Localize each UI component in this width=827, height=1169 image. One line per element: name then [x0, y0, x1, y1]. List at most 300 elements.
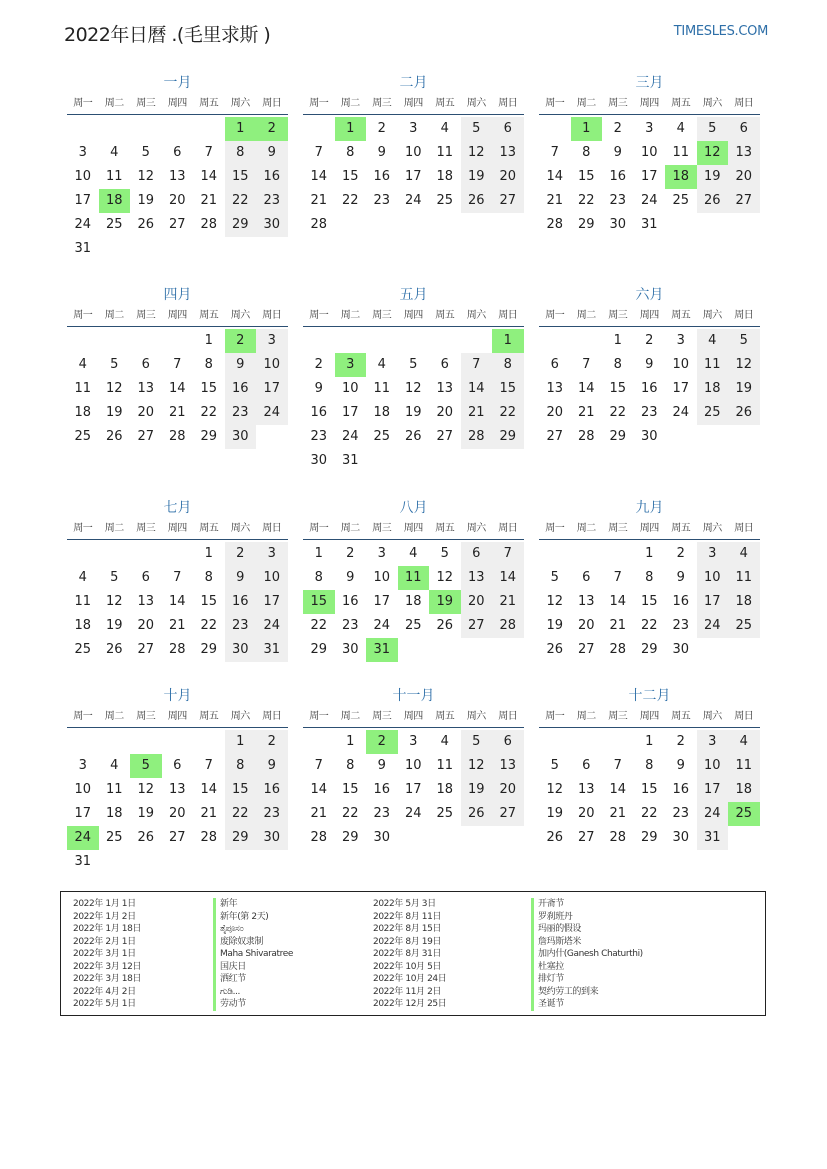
- month-title: 十月: [163, 688, 192, 704]
- weekend-day: 9: [225, 353, 257, 377]
- day-cell: 4: [676, 121, 685, 136]
- day-cell: 8: [346, 758, 355, 773]
- empty-cell: [303, 117, 335, 141]
- weekday-label: 周三: [136, 523, 156, 534]
- week-row: [67, 614, 288, 638]
- holiday-name: 罗刹班丹: [531, 911, 643, 924]
- weekend-day: 27: [728, 189, 760, 213]
- day-cell: 24: [672, 405, 690, 420]
- weekday-label: 周四: [167, 711, 187, 722]
- weekday-label: 周六: [702, 310, 722, 321]
- holiday-day: 3: [335, 353, 367, 377]
- weekday-header: [303, 94, 524, 115]
- holiday-day: 19: [429, 590, 461, 614]
- empty-cell: [162, 117, 194, 141]
- weekend-day: 15: [225, 165, 257, 189]
- week-row: [539, 638, 760, 662]
- day-cell: 13: [137, 594, 155, 609]
- day-cell: 13: [168, 782, 186, 797]
- weekend-day: 10: [256, 353, 288, 377]
- empty-cell: [67, 730, 99, 754]
- week-row: [303, 377, 524, 401]
- weekend-day: 10: [697, 754, 729, 778]
- weekday-label: 周日: [498, 523, 518, 534]
- day-cell: 7: [173, 570, 182, 585]
- day-cell: 15: [341, 782, 359, 797]
- week-row: [539, 141, 760, 165]
- day-cell: 9: [613, 145, 622, 160]
- holiday-names-col-1: [213, 898, 293, 1011]
- holiday-name: 加内什(Ganesh Chaturthi): [531, 948, 643, 961]
- weekday-label: 周四: [639, 711, 659, 722]
- weekend-day: 19: [728, 377, 760, 401]
- day-cell: 21: [200, 806, 218, 821]
- day-cell: 8: [645, 758, 654, 773]
- day-cell: 10: [640, 145, 658, 160]
- day-cell: 14: [609, 782, 627, 797]
- day-cell: 19: [105, 405, 123, 420]
- day-cell: 28: [546, 217, 564, 232]
- month-11: [303, 685, 524, 850]
- day-cell: 13: [577, 594, 595, 609]
- weekday-label: 周二: [340, 98, 360, 109]
- day-cell: 6: [173, 145, 182, 160]
- holiday-day: 15: [303, 590, 335, 614]
- day-cell: 24: [341, 429, 359, 444]
- day-cell: 30: [609, 217, 627, 232]
- weekend-day: 8: [492, 353, 524, 377]
- day-cell: 5: [409, 357, 418, 372]
- day-cell: 12: [546, 594, 564, 609]
- weekday-label: 周一: [545, 523, 565, 534]
- empty-cell: [571, 329, 603, 353]
- weekday-label: 周一: [73, 523, 93, 534]
- weekend-day: 19: [461, 778, 493, 802]
- day-cell: 10: [74, 782, 92, 797]
- day-cell: 22: [577, 193, 595, 208]
- weekend-day: 3: [697, 542, 729, 566]
- day-cell: 3: [676, 333, 685, 348]
- weekend-day: 6: [728, 117, 760, 141]
- holiday-names-col-2: [531, 898, 643, 1011]
- week-row: [539, 802, 760, 826]
- day-cell: 9: [377, 145, 386, 160]
- weekday-label: 周三: [608, 98, 628, 109]
- weekday-label: 周六: [230, 711, 250, 722]
- empty-cell: [99, 329, 131, 353]
- month-10: [67, 685, 288, 874]
- day-cell: 16: [341, 594, 359, 609]
- day-cell: 1: [314, 546, 323, 561]
- weekend-day: 6: [461, 542, 493, 566]
- day-cell: 25: [672, 193, 690, 208]
- week-row: [539, 542, 760, 566]
- weekend-day: 15: [225, 778, 257, 802]
- week-row: [539, 377, 760, 401]
- day-cell: 11: [105, 782, 123, 797]
- weekday-label: 周六: [702, 98, 722, 109]
- empty-cell: [193, 117, 225, 141]
- day-cell: 7: [173, 357, 182, 372]
- weekend-day: 15: [492, 377, 524, 401]
- day-cell: 22: [200, 618, 218, 633]
- weekday-label: 周四: [403, 98, 423, 109]
- month-title: 一月: [163, 75, 192, 91]
- month-title: 八月: [399, 500, 428, 516]
- day-cell: 22: [640, 806, 658, 821]
- empty-cell: [398, 213, 430, 237]
- week-row: [67, 165, 288, 189]
- empty-cell: [461, 213, 493, 237]
- day-cell: 28: [168, 429, 186, 444]
- day-cell: 26: [105, 429, 123, 444]
- day-cell: 30: [672, 830, 690, 845]
- weekend-day: 26: [461, 802, 493, 826]
- day-cell: 23: [672, 618, 690, 633]
- day-cell: 17: [404, 169, 422, 184]
- holiday-name: 新年: [213, 898, 293, 911]
- week-row: [303, 141, 524, 165]
- day-cell: 20: [168, 806, 186, 821]
- holiday-name: 圣诞节: [531, 998, 643, 1011]
- weekend-day: 1: [225, 730, 257, 754]
- empty-cell: [429, 329, 461, 353]
- weekend-day: 5: [728, 329, 760, 353]
- weekend-day: 18: [697, 377, 729, 401]
- week-row: [539, 401, 760, 425]
- day-cell: 20: [577, 618, 595, 633]
- week-row: [67, 542, 288, 566]
- weekend-day: 19: [461, 165, 493, 189]
- empty-cell: [366, 329, 398, 353]
- day-cell: 19: [105, 618, 123, 633]
- holiday-list: [60, 891, 766, 1016]
- holiday-name: 劳动节: [213, 998, 293, 1011]
- week-row: [67, 826, 288, 850]
- empty-cell: [130, 237, 162, 261]
- day-cell: 3: [78, 758, 87, 773]
- day-cell: 12: [137, 169, 155, 184]
- weekday-label: 周四: [167, 523, 187, 534]
- empty-cell: [256, 237, 288, 261]
- day-cell: 15: [577, 169, 595, 184]
- weekday-label: 周四: [639, 310, 659, 321]
- weekend-day: 28: [461, 425, 493, 449]
- weekday-header: [539, 94, 760, 115]
- weekday-label: 周六: [466, 711, 486, 722]
- weekend-day: 29: [492, 425, 524, 449]
- day-cell: 29: [341, 830, 359, 845]
- weekday-header: [67, 94, 288, 115]
- day-cell: 7: [550, 145, 559, 160]
- month-9: [539, 497, 760, 662]
- empty-cell: [130, 542, 162, 566]
- day-cell: 20: [436, 405, 454, 420]
- day-cell: 19: [404, 405, 422, 420]
- weekend-day: 8: [225, 754, 257, 778]
- day-cell: 8: [346, 145, 355, 160]
- day-cell: 26: [137, 217, 155, 232]
- week-row: [539, 425, 760, 449]
- day-cell: 26: [404, 429, 422, 444]
- weekend-day: 27: [492, 189, 524, 213]
- empty-cell: [335, 213, 367, 237]
- day-cell: 15: [200, 381, 218, 396]
- weekend-day: 31: [697, 826, 729, 850]
- day-cell: 25: [105, 830, 123, 845]
- weekday-label: 周一: [73, 98, 93, 109]
- day-cell: 18: [74, 405, 92, 420]
- day-cell: 21: [310, 806, 328, 821]
- week-row: [303, 566, 524, 590]
- weekend-day: 31: [256, 638, 288, 662]
- day-cell: 8: [204, 570, 213, 585]
- week-row: [539, 826, 760, 850]
- site-link[interactable]: TIMESLES.COM: [673, 24, 768, 39]
- week-row: [67, 329, 288, 353]
- weekend-day: 25: [728, 614, 760, 638]
- holiday-day: 25: [728, 802, 760, 826]
- empty-cell: [728, 213, 760, 237]
- weekend-day: 4: [728, 730, 760, 754]
- weekend-day: 12: [728, 353, 760, 377]
- day-cell: 24: [373, 618, 391, 633]
- day-cell: 14: [609, 594, 627, 609]
- day-cell: 17: [373, 594, 391, 609]
- empty-cell: [162, 542, 194, 566]
- weekend-day: 16: [256, 165, 288, 189]
- week-row: [303, 638, 524, 662]
- weekend-day: 20: [728, 165, 760, 189]
- week-row: [67, 189, 288, 213]
- weekend-day: 2: [256, 730, 288, 754]
- weekday-label: 周日: [498, 711, 518, 722]
- weekday-label: 周六: [230, 310, 250, 321]
- day-cell: 22: [640, 618, 658, 633]
- day-cell: 10: [373, 570, 391, 585]
- day-cell: 16: [609, 169, 627, 184]
- day-cell: 5: [440, 546, 449, 561]
- weekday-header: [303, 306, 524, 327]
- holiday-date: 2022年 3月 12日: [73, 961, 142, 972]
- day-cell: 25: [404, 618, 422, 633]
- page-title: 2022年日曆 .(毛里求斯 ): [64, 24, 271, 46]
- holiday-date: 2022年 5月 1日: [73, 999, 136, 1009]
- empty-cell: [665, 425, 697, 449]
- empty-cell: [130, 329, 162, 353]
- day-cell: 28: [609, 642, 627, 657]
- weekday-label: 周日: [734, 523, 754, 534]
- day-cell: 27: [168, 830, 186, 845]
- holiday-day: 1: [225, 117, 257, 141]
- empty-cell: [461, 638, 493, 662]
- weekend-day: 28: [492, 614, 524, 638]
- month-4: [67, 284, 288, 449]
- month-title: 三月: [635, 75, 664, 91]
- day-cell: 5: [550, 570, 559, 585]
- holiday-date: 2022年 2月 1日: [73, 936, 136, 947]
- week-row: [67, 754, 288, 778]
- weekend-day: 6: [492, 730, 524, 754]
- day-cell: 6: [550, 357, 559, 372]
- day-cell: 16: [373, 782, 391, 797]
- holiday-day: 11: [398, 566, 430, 590]
- empty-cell: [539, 329, 571, 353]
- holiday-name: 新年(第 2天): [213, 911, 293, 924]
- day-cell: 27: [577, 642, 595, 657]
- weekend-day: 5: [461, 117, 493, 141]
- week-row: [303, 754, 524, 778]
- day-cell: 12: [137, 782, 155, 797]
- day-cell: 7: [204, 145, 213, 160]
- holiday-day: 2: [225, 329, 257, 353]
- empty-cell: [130, 850, 162, 874]
- day-cell: 28: [577, 429, 595, 444]
- weekend-day: 30: [256, 213, 288, 237]
- day-cell: 21: [546, 193, 564, 208]
- empty-cell: [99, 850, 131, 874]
- empty-cell: [366, 449, 398, 473]
- weekday-label: 周三: [136, 711, 156, 722]
- weekday-label: 周三: [136, 98, 156, 109]
- weekday-label: 周日: [498, 310, 518, 321]
- empty-cell: [539, 730, 571, 754]
- empty-cell: [461, 449, 493, 473]
- empty-cell: [492, 638, 524, 662]
- week-row: [67, 590, 288, 614]
- day-cell: 16: [373, 169, 391, 184]
- weekday-header: [67, 707, 288, 728]
- month-title: 二月: [399, 75, 428, 91]
- weekend-day: 30: [225, 425, 257, 449]
- week-row: [303, 165, 524, 189]
- day-cell: 4: [78, 357, 87, 372]
- weekend-day: 20: [492, 165, 524, 189]
- month-8: [303, 497, 524, 662]
- weekend-day: 3: [697, 730, 729, 754]
- empty-cell: [99, 542, 131, 566]
- day-cell: 3: [78, 145, 87, 160]
- day-cell: 4: [440, 121, 449, 136]
- day-cell: 26: [105, 642, 123, 657]
- empty-cell: [67, 117, 99, 141]
- day-cell: 13: [436, 381, 454, 396]
- day-cell: 12: [436, 570, 454, 585]
- day-cell: 9: [314, 381, 323, 396]
- day-cell: 18: [373, 405, 391, 420]
- weekend-day: 26: [697, 189, 729, 213]
- week-row: [67, 237, 288, 261]
- week-row: [67, 213, 288, 237]
- day-cell: 31: [74, 241, 92, 256]
- weekday-label: 周日: [734, 98, 754, 109]
- day-cell: 29: [640, 830, 658, 845]
- month-title: 六月: [635, 287, 664, 303]
- day-cell: 8: [645, 570, 654, 585]
- day-cell: 28: [168, 642, 186, 657]
- weekday-header: [67, 519, 288, 540]
- day-cell: 30: [341, 642, 359, 657]
- empty-cell: [697, 213, 729, 237]
- day-cell: 14: [168, 381, 186, 396]
- weekend-day: 21: [492, 590, 524, 614]
- day-cell: 29: [577, 217, 595, 232]
- empty-cell: [728, 638, 760, 662]
- weekday-header: [67, 306, 288, 327]
- weekend-day: 3: [256, 542, 288, 566]
- day-cell: 16: [672, 782, 690, 797]
- weekend-day: 8: [225, 141, 257, 165]
- day-cell: 6: [173, 758, 182, 773]
- day-cell: 14: [310, 169, 328, 184]
- weekday-label: 周日: [262, 523, 282, 534]
- weekday-label: 周四: [167, 98, 187, 109]
- day-cell: 3: [409, 121, 418, 136]
- day-cell: 12: [546, 782, 564, 797]
- day-cell: 7: [613, 570, 622, 585]
- empty-cell: [429, 826, 461, 850]
- week-row: [303, 590, 524, 614]
- weekend-day: 11: [728, 754, 760, 778]
- day-cell: 22: [609, 405, 627, 420]
- day-cell: 8: [582, 145, 591, 160]
- weekend-day: 9: [225, 566, 257, 590]
- day-cell: 3: [645, 121, 654, 136]
- empty-cell: [162, 730, 194, 754]
- weekend-day: 22: [225, 802, 257, 826]
- weekend-day: 26: [728, 401, 760, 425]
- empty-cell: [398, 449, 430, 473]
- empty-cell: [461, 826, 493, 850]
- day-cell: 14: [200, 782, 218, 797]
- weekday-label: 周一: [309, 98, 329, 109]
- weekend-day: 25: [697, 401, 729, 425]
- weekday-label: 周四: [403, 711, 423, 722]
- day-cell: 7: [314, 758, 323, 773]
- day-cell: 27: [168, 217, 186, 232]
- month-title: 九月: [635, 500, 664, 516]
- day-cell: 25: [436, 806, 454, 821]
- weekday-label: 周三: [136, 310, 156, 321]
- day-cell: 15: [640, 782, 658, 797]
- day-cell: 10: [341, 381, 359, 396]
- weekday-label: 周三: [372, 98, 392, 109]
- day-cell: 18: [404, 594, 422, 609]
- day-cell: 13: [577, 782, 595, 797]
- week-row: [539, 730, 760, 754]
- weekday-label: 周三: [608, 711, 628, 722]
- day-cell: 4: [409, 546, 418, 561]
- weekday-label: 周二: [576, 310, 596, 321]
- empty-cell: [492, 826, 524, 850]
- weekend-day: 24: [697, 802, 729, 826]
- weekday-label: 周五: [435, 711, 455, 722]
- week-row: [539, 189, 760, 213]
- day-cell: 29: [609, 429, 627, 444]
- day-cell: 28: [310, 830, 328, 845]
- week-row: [539, 590, 760, 614]
- weekday-label: 周日: [498, 98, 518, 109]
- weekday-label: 周四: [639, 98, 659, 109]
- day-cell: 19: [137, 806, 155, 821]
- weekend-day: 19: [697, 165, 729, 189]
- weekend-day: 23: [256, 802, 288, 826]
- day-cell: 13: [168, 169, 186, 184]
- day-cell: 15: [200, 594, 218, 609]
- day-cell: 28: [200, 830, 218, 845]
- week-row: [539, 754, 760, 778]
- day-cell: 17: [341, 405, 359, 420]
